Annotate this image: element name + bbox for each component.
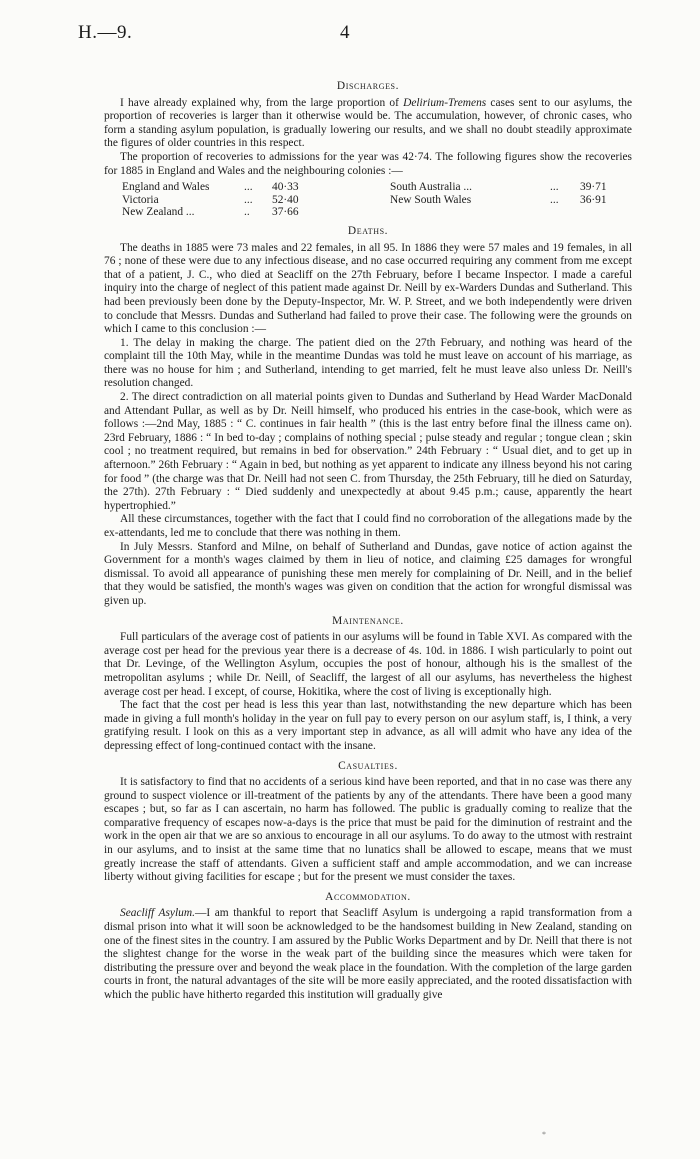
table-cell: 37·66 — [272, 206, 299, 219]
table-cell: England and Wales — [122, 181, 210, 194]
table-cell: 39·71 — [580, 181, 607, 194]
table-cell: 36·91 — [580, 193, 607, 206]
table-row — [122, 194, 607, 207]
paragraph: 2. The direct contradiction on all material points given to Dundas and Sutherland by Head Warder MacDonald and Attendant Pullar, as well as by Dr. Neill himself, who produced his entries in the case-book, which were as follows :—2nd May, 1885 : “ C. continues in fair health ” (this is the last entry before final the illness came on). 23rd February, 1886 : “ In bed to-day ; complains of nothing special ; pulse steady and regular ; tongue clean ; skin cool ; no treatment required, but remains in bed for observation.” 24th February : “ Usual diet, and to get up in afternoon.” 26th February : “ Again in bed, but nothing as yet apparent to indicate any illness beyond his not caring for food ” (the charge was that Dr. Neill had not seen C. from Thursday, the 25th February, till he died on Saturday, the 27th). 27th February : “ Died suddenly and unexpectedly at about 9.45 p.m.; cause, apparently the heart hypertrophied.” — [104, 391, 632, 512]
table-cell: Victoria — [122, 193, 159, 206]
table-row — [122, 181, 607, 194]
footer-mark: * — [542, 1130, 546, 1139]
paragraph: It is satisfactory to find that no accidents of a serious kind have been reported, and that in no case was there any ground to suspect violence or ill-treatment of the patients by any of the attendants. There have been a good many escapes ; but, so far as I can ascertain, no harm has followed. The public is gradually coming to realize that the comparative frequency of escapes now-a-days is the price that must be paid for the diminution of restraint and the work in the open air that we are so anxious to encourage in all our asylums. To do away to the utmost with restraint in our asylums, and to insist at the same time that no lunatics shall be allowed to escape, means that we must greatly increase the staff of attendants. Given a sufficient staff and ample accommodation, and we can increase liberty without giving facilities for escape ; but for the present we must consider the taxes. — [104, 776, 632, 884]
document-body — [104, 80, 632, 1003]
table-row — [122, 206, 607, 219]
section-heading-casualties: Casualties. — [338, 759, 398, 772]
section-heading-maintenance: Maintenance. — [332, 614, 404, 627]
table-cell: ... — [244, 193, 253, 206]
page-number: 4 — [340, 22, 350, 43]
paragraph — [104, 97, 632, 151]
section-heading-discharges: Discharges. — [336, 80, 400, 92]
paragraph: In July Messrs. Stanford and Milne, on behalf of Sutherland and Dundas, gave notice of action against the Government for a month's wages claimed by them in lieu of notice, and claiming £25 damages for wrongful dismissal. To avoid all appearance of punishing these men merely for complaining of Dr. Neill, and in the belief that they would be satisfied, the month's wages was given on condition that the action for wrongful dismissal was given up. — [104, 540, 632, 607]
table-cell: 52·40 — [272, 193, 299, 206]
table-cell: New South Wales — [390, 193, 472, 206]
document-reference: H.—9. — [78, 22, 133, 43]
table-cell: New Zealand ... — [122, 206, 195, 219]
paragraph: The deaths in 1885 were 73 males and 22 females, in all 95. In 1886 they were 57 males and 19 females, in all 76 ; none of these were due to any infectious disease, and no case occurred requiring any comment from me except that of a patient, J. C., who died at Seacliff on the 27th February, before I became Inspector. I made a careful inquiry into the charge of neglect of this patient made against Dr. Neill by ex-Warders Dundas and Sutherland. This had been previously been done by the Deputy-Inspector, Mr. W. P. Street, and we both independently were driven to conclude that Messrs. Dundas and Sutherland had failed to prove their case. The following were the grounds on which I came to this conclusion :— — [104, 241, 632, 336]
section-heading-accommodation: Accommodation. — [325, 890, 411, 903]
text-run: cases sent to our asylums, the proportion of recoveries is larger than it otherwise would be. The accumulation, however, of chronic cases, who form a standing asylum population, is gradually lowering our results, and we shall no doubt steadily approximate the figures of older countries in this respect. — [104, 96, 632, 150]
table-cell: ... — [244, 181, 253, 194]
paragraph: All these circumstances, together with the fact that I could find no corroboration of the allegations made by the ex-attendants, led me to conclude that there was nothing in them. — [104, 513, 632, 539]
table-cell: ... — [550, 181, 559, 194]
table-cell: ... — [550, 193, 559, 206]
table-cell — [580, 206, 607, 219]
table-cell: South Australia ... — [390, 181, 472, 194]
paragraph: The fact that the cost per head is less this year than last, notwithstanding the new departure which has been made in giving a full month's holiday in the year on full pay to every person on our asylum staff, is, I think, a very gratifying result. I look on this as a very important step in advance, as all will admit who have any idea of the depressing effect of long-continued contact with the insane. — [104, 699, 632, 752]
table-cell: .. — [244, 206, 250, 219]
table-cell: 40·33 — [272, 181, 299, 194]
text-run: —I am thankful to report that Seacliff Asylum is undergoing a rapid transformation from a dismal prison into what it will soon be acknowledged to be the handsomest building in New Zealand, standing on one of the finest sites in the country. I am assured by the Public Works Department and by Dr. Neill that there is not the slightest change for the worse in the weak part of the building since the measures which were taken for distributing the pressure over and beyond the weak place in the foundation. With the completion of the large garden courts in front, the natural advantages of the site will be more easily appreciated, and the rooted dissatisfaction with which the public have hitherto regarded this institution will gradually give — [104, 907, 633, 1001]
text-run: I have already explained why, from the large proportion of — [120, 96, 404, 109]
recovery-rates-table — [122, 181, 607, 219]
paragraph: The proportion of recoveries to admissions for the year was 42·74. The following figures show the recoveries for 1885 in England and Wales and the neighbouring colonies :— — [104, 150, 632, 177]
paragraph — [104, 907, 632, 1002]
paragraph: Full particulars of the average cost of patients in our asylums will be found in Table XVI. As compared with the average cost per head for the previous year there is a decrease of 4s. 10d. in 1886. I wish particularly to point out that Dr. Levinge, of the Wellington Asylum, occupies the post of honour, although his is the smallest of the metropolitan asylums ; while Dr. Neill, of Seacliff, the largest of all our asylums, has nevertheless the highest average cost per head. I except, of course, Hokitika, where the cost of living is exceptionally high. — [104, 631, 632, 698]
table-cell — [390, 206, 550, 219]
section-heading-deaths: Deaths. — [347, 224, 389, 237]
italic-term: Delirium-Tremens — [403, 96, 487, 109]
paragraph: 1. The delay in making the charge. The patient died on the 27th February, and nothing was heard of the complaint till the 10th May, while in the meantime Dundas was told he must leave on account of his marriage, as there was no house for him ; and Sutherland, intending to get married, felt he must leave also unless Dr. Neill's resolution changed. — [104, 336, 632, 390]
table-cell — [550, 206, 580, 219]
italic-term: Seacliff Asylum. — [120, 907, 195, 920]
